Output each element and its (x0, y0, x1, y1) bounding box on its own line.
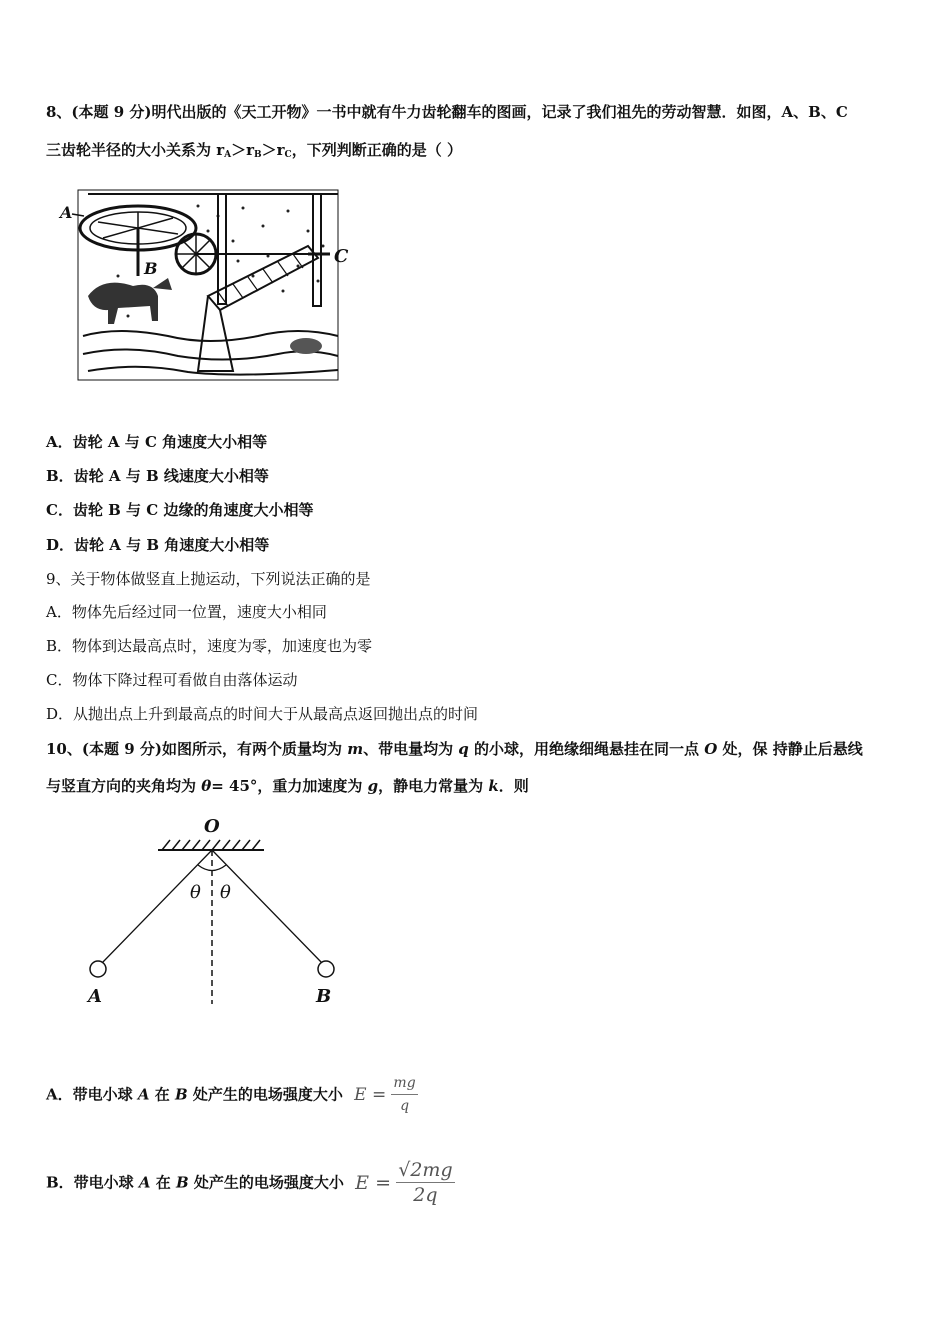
q8-option-c: C．齿轮 B 与 C 边缘的角速度大小相等 (46, 501, 314, 519)
q10-stem-line1 (46, 739, 863, 759)
q10-option-a (46, 1072, 418, 1117)
q10-optB-num: √2mg (398, 1159, 453, 1181)
q10-optA-pre: A．带电小球 (46, 1085, 138, 1104)
q10-text-2: 、带电量均为 (363, 740, 459, 758)
q8-stem-tail: ，下列判断正确的是（ ） (291, 141, 462, 159)
q9-option-a: A．物体先后经过同一位置，速度大小相同 (46, 603, 327, 621)
q10-optA-num: mg (391, 1072, 417, 1095)
q10-stem-line2 (46, 776, 529, 796)
q10-optA-post: 处产生的电场强度大小 (187, 1085, 343, 1104)
q10-optB-pre: B．带电小球 (46, 1173, 139, 1192)
q8-sub-a: A (224, 150, 232, 160)
q10-text-5: 与竖直方向的夹角均为 (46, 777, 202, 795)
q10-var-m: m (347, 740, 364, 758)
fig10-theta-left: θ (190, 882, 201, 903)
q10-var-q: q (458, 740, 469, 758)
q10-optA-eq: E = (354, 1084, 387, 1105)
gear-waterwheel-figure (58, 186, 358, 386)
ceiling-hatching (162, 840, 260, 850)
q10-optA-mid: 在 (149, 1085, 175, 1104)
q10-optB-post: 处产生的电场强度大小 (188, 1173, 344, 1192)
q9-stem: 9、关于物体做竖直上抛运动，下列说法正确的是 (46, 570, 371, 588)
q8-option-a: A．齿轮 A 与 C 角速度大小相等 (46, 433, 268, 451)
q10-var-k: k (488, 777, 499, 795)
q10-text-6: = 45°，重力加速度为 (211, 777, 368, 795)
q10-optA-den: q (400, 1098, 410, 1114)
q10-optA-fraction (391, 1072, 417, 1117)
q10-option-b (46, 1158, 455, 1207)
q10-optB-eq: E = (355, 1171, 391, 1194)
q9-option-b: B．物体到达最高点时，速度为零，加速度也为零 (46, 637, 373, 655)
q10-text-3: 的小球，用绝缘细绳悬挂在同一点 (468, 740, 705, 758)
q10-optB-mid: 在 (150, 1173, 176, 1192)
q10-optA-var-b: B (174, 1085, 188, 1104)
q10-var-theta: θ (201, 777, 212, 795)
fig10-theta-right: θ (220, 882, 231, 903)
fig10-label-b: B (316, 986, 332, 1007)
q9-option-d: D．从抛出点上升到最高点的时间大于从最高点返回抛出点的时间 (46, 705, 479, 723)
fig10-label-o: O (204, 816, 220, 837)
q10-var-o: O (704, 740, 718, 758)
q8-stem-line1: 8、(本题 9 分)明代出版的《天工开物》一书中就有牛力齿轮翻车的图画，记录了我们祖先的劳动智慧．如图，A、B、C (46, 103, 848, 121)
q8-sub-b: B (254, 150, 262, 160)
q10-optB-fraction (396, 1158, 454, 1207)
ball-b (318, 961, 334, 977)
q8-option-d: D．齿轮 A 与 B 角速度大小相等 (46, 536, 270, 554)
q10-optB-var-b: B (176, 1173, 189, 1192)
fig8-label-b: B (144, 259, 158, 278)
q10-optB-var-a: A (138, 1173, 151, 1192)
q8-sub-c: C (284, 150, 292, 160)
q8-stem-text: 三齿轮半径的大小关系为 r (46, 141, 225, 159)
string-left (101, 850, 212, 964)
q10-var-g: g (367, 777, 379, 795)
q10-optB-den: 2q (413, 1184, 438, 1206)
q8-gt-1: ＞r (231, 141, 255, 159)
q8-option-b: B．齿轮 A 与 B 线速度大小相等 (46, 467, 269, 485)
q8-stem-line2 (46, 140, 462, 165)
q8-gt-2: ＞r (261, 141, 285, 159)
fig8-label-a: A (60, 203, 73, 222)
fig8-label-c: C (334, 246, 349, 267)
q10-text-4: 处，保 持静止后悬线 (717, 740, 863, 758)
string-right (212, 850, 323, 964)
q10-text-1: 10、(本题 9 分)如图所示，有两个质量均为 (46, 740, 348, 758)
q10-text-8: ．则 (498, 777, 529, 795)
pendulum-figure (80, 812, 360, 1012)
q9-option-c: C．物体下降过程可看做自由落体运动 (46, 671, 298, 689)
ball-a (90, 961, 106, 977)
q10-text-7: ，静电力常量为 (378, 777, 489, 795)
fig10-label-a: A (88, 986, 102, 1007)
q10-optA-var-a: A (137, 1085, 150, 1104)
